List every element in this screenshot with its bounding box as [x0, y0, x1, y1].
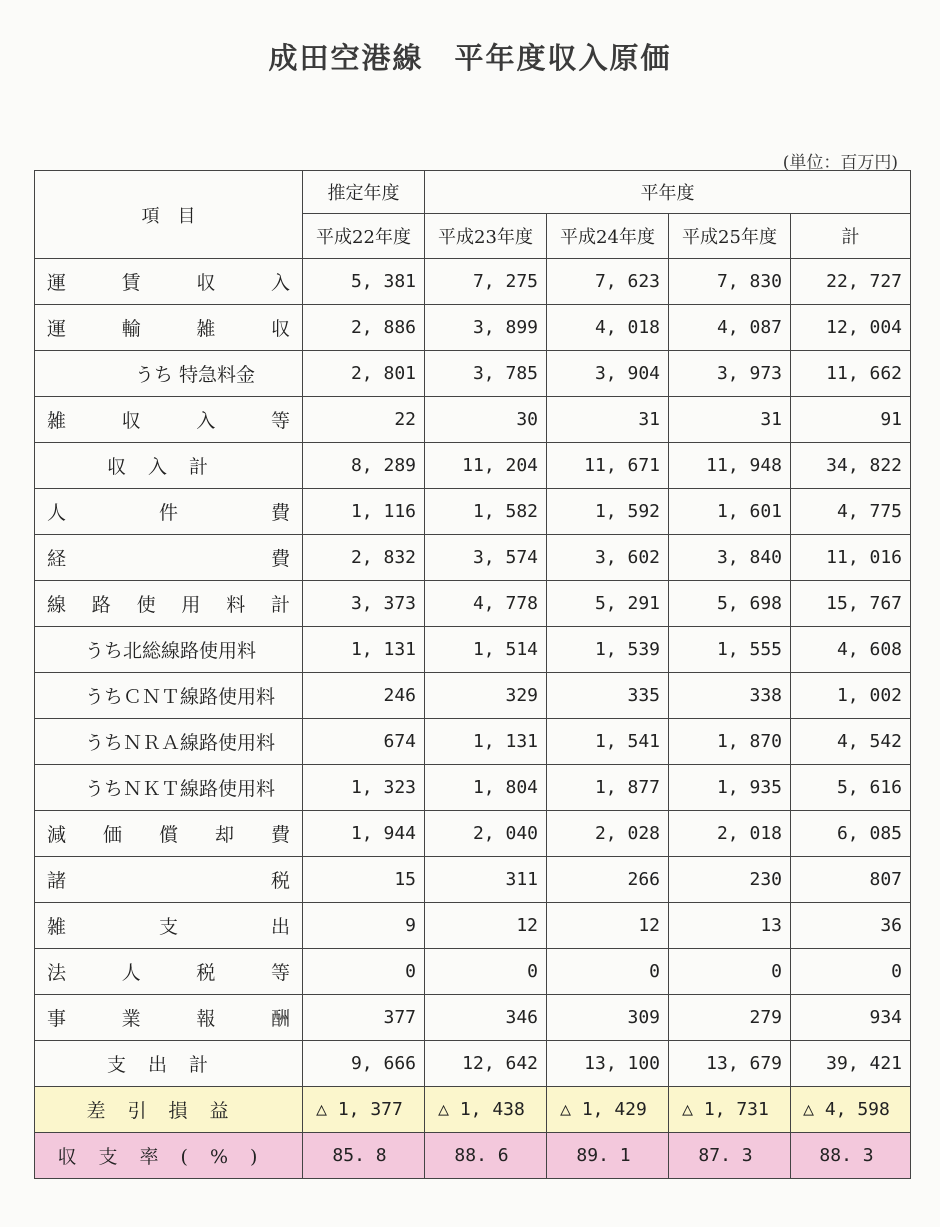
- value-cell: 30: [425, 397, 547, 443]
- value-cell: 9: [303, 903, 425, 949]
- value-cell: 311: [425, 857, 547, 903]
- table-row: [35, 443, 911, 489]
- row-label: 差引損益: [35, 1087, 303, 1133]
- document-title: 成田空港線 平年度収入原価: [268, 41, 672, 75]
- value-cell: 11, 671: [547, 443, 669, 489]
- value-cell: 2, 832: [303, 535, 425, 581]
- value-cell: 346: [425, 995, 547, 1041]
- value-cell: 1, 592: [547, 489, 669, 535]
- value-cell: 0: [425, 949, 547, 995]
- header-normal: 平年度: [425, 171, 911, 214]
- row-label: うちＣＮＴ線路使用料: [35, 673, 303, 719]
- value-cell: 15, 767: [791, 581, 911, 627]
- value-cell: 34, 822: [791, 443, 911, 489]
- row-label: うちＮＫＴ線路使用料: [35, 765, 303, 811]
- value-cell: 5, 698: [669, 581, 791, 627]
- value-cell: 7, 830: [669, 259, 791, 305]
- table-row: [35, 489, 911, 535]
- row-label: 支出計: [35, 1041, 303, 1087]
- table-row: [35, 995, 911, 1041]
- value-cell: 5, 616: [791, 765, 911, 811]
- value-cell: 4, 608: [791, 627, 911, 673]
- value-cell: 4, 778: [425, 581, 547, 627]
- value-cell: 5, 381: [303, 259, 425, 305]
- value-cell: 1, 804: [425, 765, 547, 811]
- row-label: 運賃収入: [35, 259, 303, 305]
- row-label: 法人税等: [35, 949, 303, 995]
- row-label: うち北総線路使用料: [35, 627, 303, 673]
- value-cell: 329: [425, 673, 547, 719]
- row-label: 収支率(%): [35, 1133, 303, 1179]
- value-cell: 5, 291: [547, 581, 669, 627]
- value-cell: 1, 877: [547, 765, 669, 811]
- value-cell: 91: [791, 397, 911, 443]
- value-cell: 0: [669, 949, 791, 995]
- header-col: 計: [791, 214, 911, 259]
- value-cell: △ 1, 438: [425, 1087, 547, 1133]
- value-cell: 2, 801: [303, 351, 425, 397]
- value-cell: 11, 662: [791, 351, 911, 397]
- value-cell: 85. 8: [303, 1133, 425, 1179]
- table-row: [35, 719, 911, 765]
- value-cell: 11, 948: [669, 443, 791, 489]
- value-cell: 3, 904: [547, 351, 669, 397]
- value-cell: 674: [303, 719, 425, 765]
- value-cell: 3, 373: [303, 581, 425, 627]
- header-estimated: 推定年度: [303, 171, 425, 214]
- value-cell: 230: [669, 857, 791, 903]
- value-cell: 7, 275: [425, 259, 547, 305]
- value-cell: 3, 574: [425, 535, 547, 581]
- value-cell: 279: [669, 995, 791, 1041]
- table-row: [35, 1087, 911, 1133]
- value-cell: 377: [303, 995, 425, 1041]
- value-cell: 335: [547, 673, 669, 719]
- value-cell: 1, 944: [303, 811, 425, 857]
- value-cell: 2, 040: [425, 811, 547, 857]
- value-cell: 6, 085: [791, 811, 911, 857]
- value-cell: 3, 899: [425, 305, 547, 351]
- value-cell: 31: [547, 397, 669, 443]
- value-cell: 1, 323: [303, 765, 425, 811]
- value-cell: 1, 541: [547, 719, 669, 765]
- row-label: うちＮＲＡ線路使用料: [35, 719, 303, 765]
- value-cell: △ 1, 731: [669, 1087, 791, 1133]
- value-cell: 1, 870: [669, 719, 791, 765]
- value-cell: 1, 002: [791, 673, 911, 719]
- row-label: 雑収入等: [35, 397, 303, 443]
- value-cell: 1, 582: [425, 489, 547, 535]
- value-cell: 1, 131: [303, 627, 425, 673]
- value-cell: 15: [303, 857, 425, 903]
- table-row: [35, 535, 911, 581]
- value-cell: 13, 100: [547, 1041, 669, 1087]
- value-cell: 1, 601: [669, 489, 791, 535]
- header-item: 項 目: [35, 171, 303, 259]
- value-cell: 807: [791, 857, 911, 903]
- value-cell: 1, 116: [303, 489, 425, 535]
- value-cell: 12: [547, 903, 669, 949]
- row-label: 人件費: [35, 489, 303, 535]
- table-row: [35, 811, 911, 857]
- value-cell: 4, 018: [547, 305, 669, 351]
- table-row: [35, 903, 911, 949]
- value-cell: 22: [303, 397, 425, 443]
- value-cell: 4, 087: [669, 305, 791, 351]
- value-cell: 88. 3: [791, 1133, 911, 1179]
- value-cell: 1, 555: [669, 627, 791, 673]
- value-cell: 2, 886: [303, 305, 425, 351]
- value-cell: 2, 028: [547, 811, 669, 857]
- value-cell: 3, 785: [425, 351, 547, 397]
- cost-table: [34, 170, 911, 1179]
- value-cell: △ 4, 598: [791, 1087, 911, 1133]
- value-cell: 12, 004: [791, 305, 911, 351]
- table-row: [35, 305, 911, 351]
- value-cell: 1, 514: [425, 627, 547, 673]
- value-cell: 8, 289: [303, 443, 425, 489]
- value-cell: 89. 1: [547, 1133, 669, 1179]
- value-cell: 88. 6: [425, 1133, 547, 1179]
- value-cell: 0: [547, 949, 669, 995]
- value-cell: 12: [425, 903, 547, 949]
- row-label: 線路使用料計: [35, 581, 303, 627]
- table-row: [35, 857, 911, 903]
- value-cell: 12, 642: [425, 1041, 547, 1087]
- value-cell: 13: [669, 903, 791, 949]
- value-cell: 2, 018: [669, 811, 791, 857]
- table-row: [35, 765, 911, 811]
- value-cell: 1, 539: [547, 627, 669, 673]
- row-label: 事業報酬: [35, 995, 303, 1041]
- value-cell: 36: [791, 903, 911, 949]
- value-cell: 39, 421: [791, 1041, 911, 1087]
- header-col: 平成23年度: [425, 214, 547, 259]
- value-cell: 31: [669, 397, 791, 443]
- value-cell: 246: [303, 673, 425, 719]
- row-label: 運輸雑収: [35, 305, 303, 351]
- row-label: 減価償却費: [35, 811, 303, 857]
- row-label: 諸税: [35, 857, 303, 903]
- table-row: [35, 1041, 911, 1087]
- value-cell: 3, 602: [547, 535, 669, 581]
- value-cell: 11, 204: [425, 443, 547, 489]
- value-cell: 4, 775: [791, 489, 911, 535]
- table-row: [35, 397, 911, 443]
- row-label: 経費: [35, 535, 303, 581]
- value-cell: 0: [303, 949, 425, 995]
- value-cell: 934: [791, 995, 911, 1041]
- value-cell: 309: [547, 995, 669, 1041]
- value-cell: △ 1, 377: [303, 1087, 425, 1133]
- value-cell: 3, 973: [669, 351, 791, 397]
- table-row: [35, 351, 911, 397]
- value-cell: △ 1, 429: [547, 1087, 669, 1133]
- header-col: 平成22年度: [303, 214, 425, 259]
- table-row: [35, 581, 911, 627]
- value-cell: 1, 935: [669, 765, 791, 811]
- value-cell: 11, 016: [791, 535, 911, 581]
- table-row: [35, 673, 911, 719]
- value-cell: 13, 679: [669, 1041, 791, 1087]
- value-cell: 22, 727: [791, 259, 911, 305]
- header-col: 平成24年度: [547, 214, 669, 259]
- table-row: [35, 1133, 911, 1179]
- row-label: 収入計: [35, 443, 303, 489]
- row-label: 雑支出: [35, 903, 303, 949]
- table-row: [35, 259, 911, 305]
- table-row: [35, 627, 911, 673]
- unit-note: (単位：百万円): [782, 153, 898, 173]
- value-cell: 9, 666: [303, 1041, 425, 1087]
- value-cell: 87. 3: [669, 1133, 791, 1179]
- value-cell: 4, 542: [791, 719, 911, 765]
- value-cell: 3, 840: [669, 535, 791, 581]
- table-row: [35, 949, 911, 995]
- row-label: うち 特急料金: [35, 351, 303, 397]
- value-cell: 1, 131: [425, 719, 547, 765]
- header-col: 平成25年度: [669, 214, 791, 259]
- value-cell: 7, 623: [547, 259, 669, 305]
- value-cell: 0: [791, 949, 911, 995]
- value-cell: 266: [547, 857, 669, 903]
- value-cell: 338: [669, 673, 791, 719]
